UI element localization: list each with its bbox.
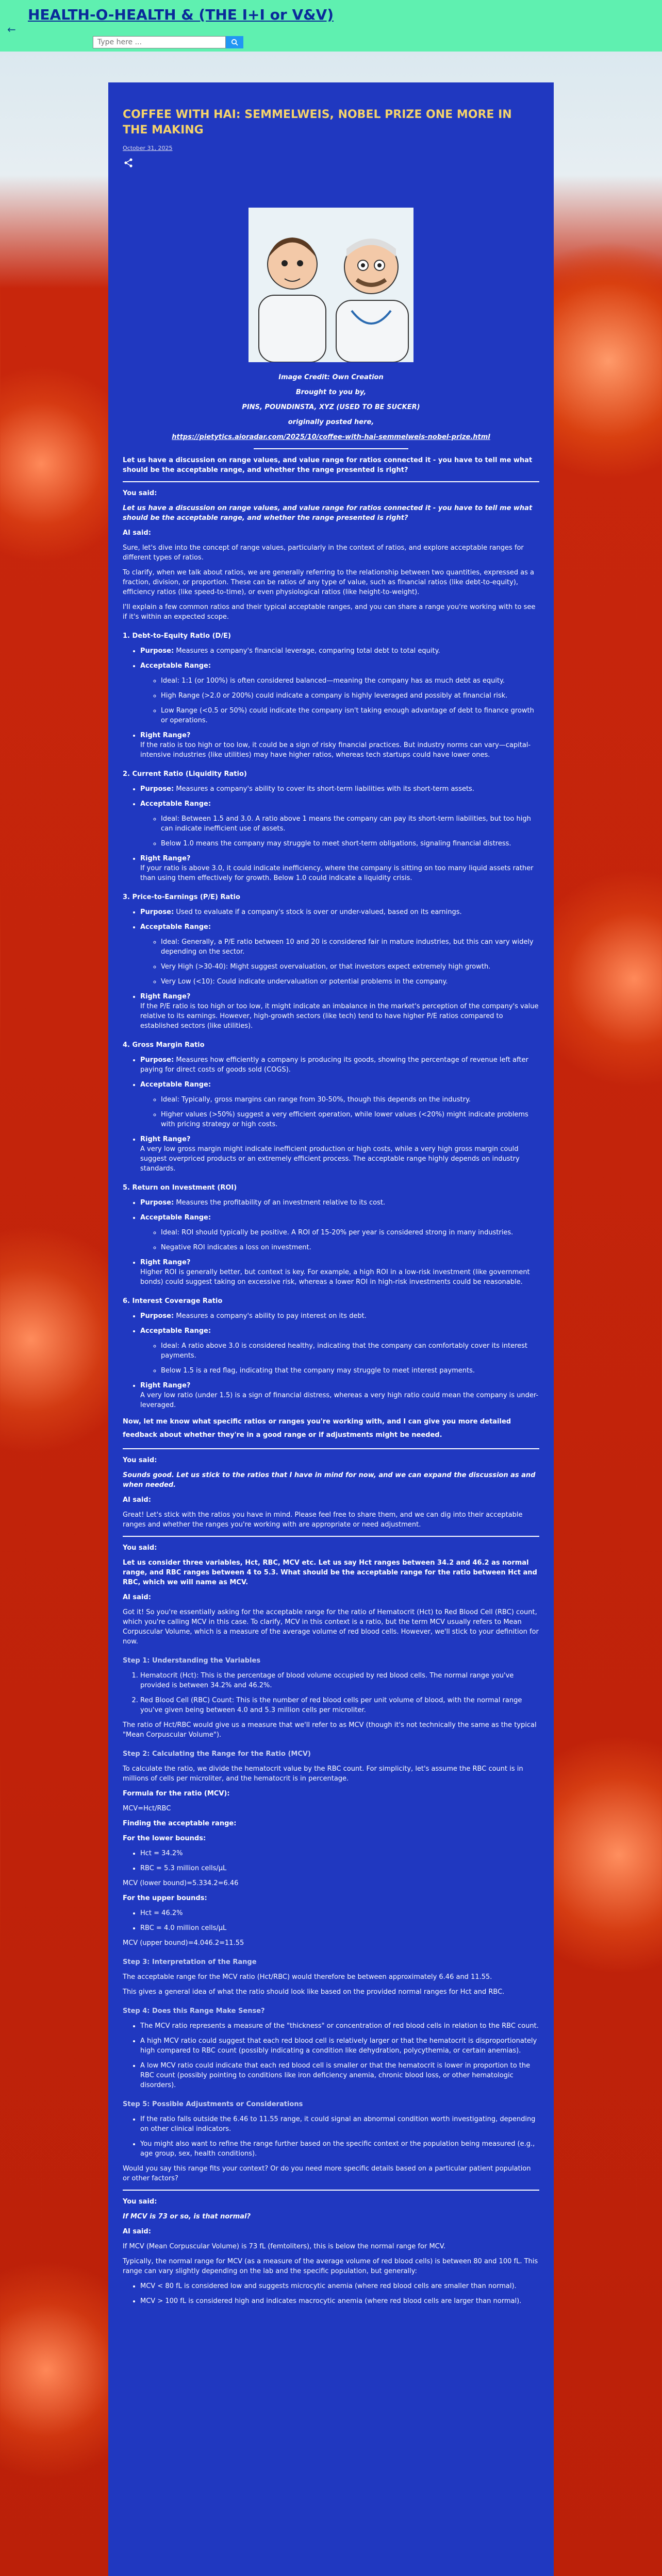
right-range-label: Right Range? (140, 855, 191, 862)
post-title: COFFEE WITH HAI: SEMMELWEIS, NOBEL PRIZE ONE MORE IN THE MAKING (123, 108, 512, 137)
purpose-item (140, 907, 539, 917)
acceptable-range-label: Acceptable Range: (140, 923, 211, 931)
answer-paragraph: To calculate the ratio, we divide the hematocrit value by the RBC count. For simplicity, let's assume the RBC count is in millions of cells per microliter, and the hematocrit is in percentage. (123, 1765, 523, 1783)
purpose-item (140, 1198, 539, 1208)
right-range-item (140, 992, 539, 1031)
image-credit: Image Credit: Own Creation (278, 374, 384, 381)
ratio-section (123, 892, 539, 1031)
ratio-sections (123, 631, 539, 1410)
range-item: ◦ Ideal: 1:1 (or 100%) is often considered balanced—meaning the company has as much debt as equity. (161, 676, 539, 686)
step-heading: Step 1: Understanding the Variables (123, 1657, 261, 1665)
finding-label: Finding the acceptable range: (123, 1820, 237, 1827)
answer-paragraph: If MCV (Mean Corpuscular Volume) is 73 fL (femtoliters), this is below the normal range for MCV. (123, 2243, 446, 2250)
purpose-item (140, 784, 539, 794)
lower-result: MCV (lower bound)=5.334.2=6.46 (123, 1879, 239, 1887)
right-range-item (140, 1381, 539, 1410)
ratio-section (123, 631, 539, 760)
acceptable-range-label: Acceptable Range: (140, 1214, 211, 1222)
you-said-label: You said: (123, 1544, 157, 1552)
formula-label: Formula for the ratio (MCV): (123, 1790, 230, 1798)
share-icon[interactable] (123, 157, 134, 168)
list-item: • Hct = 34.2% (140, 1849, 539, 1858)
lower-bounds-label: For the lower bounds: (123, 1835, 206, 1842)
right-range-label: Right Range? (140, 1259, 191, 1266)
range-item: ◦ Below 1.0 means the company may struggle to meet short-term obligations, signaling financial distress. (161, 839, 539, 849)
acceptable-range-item (140, 1213, 539, 1252)
search-icon (231, 39, 238, 46)
search-form (93, 36, 243, 48)
question-4: If MCV is 73 or so, is that normal? (123, 2213, 251, 2221)
purpose-label: Purpose: (140, 1056, 174, 1064)
ai-said-label: AI said: (123, 1594, 151, 1601)
search-input[interactable] (93, 36, 226, 48)
list-item: • You might also want to refine the range further based on the specific context or the population being measured (e.g., age group, sex, health conditions). (140, 2139, 539, 2159)
range-item: ◦ Below 1.5 is a red flag, indicating that the company may struggle to meet interest payments. (161, 1366, 539, 1376)
ratio-details (123, 784, 539, 883)
brought-by: Brought to you by, (295, 388, 367, 396)
step1-list (123, 1671, 539, 1715)
purpose-text: Measures a company's financial leverage, comparing total debt to total equity. (176, 647, 440, 655)
right-range-label: Right Range? (140, 1382, 191, 1389)
lower-bounds-list (123, 1849, 539, 1873)
list-item: • MCV > 100 fL is considered high and indicates macrocytic anemia (where red blood cells are larger than normal). (140, 2296, 539, 2306)
right-range-text: A very low gross margin might indicate inefficient production or high costs, while a very high gross margin could suggest overpriced products or an extremely efficient process. The acceptable range highly depends on industry standards. (140, 1145, 520, 1173)
right-range-text: If the ratio is too high or too low, it could be a sign of risky financial practices. But industry norms can vary—capital-intensive industries (like utilities) may have higher ratios, whereas tech startups could have lower ones. (140, 741, 531, 759)
list-item: • The MCV ratio represents a measure of the "thickness" or concentration of red blood cells in relation to the RBC count. (140, 2021, 539, 2031)
purpose-item (140, 646, 539, 656)
list-item: • A high MCV ratio could suggest that each red blood cell is relatively larger or that the hematocrit is disproportionately high compared to RBC count (possibly indicating a condition like dehydration, polycythemia, or certain anemias). (140, 2036, 539, 2056)
purpose-label: Purpose: (140, 1199, 174, 1207)
purpose-text: Measures the profitability of an investment relative to its cost. (176, 1199, 386, 1207)
answer-closing: Now, let me know what specific ratios or ranges you're working with, and I can give you more detailed feedback about whether they're in a good range or if adjustments might be needed. (123, 1418, 511, 1439)
original-post-link[interactable]: https://pietytics.aioradar.com/2025/10/coffee-with-hai-semmelweis-nobel-prize.html (172, 433, 490, 441)
range-item: ◦ Ideal: Between 1.5 and 3.0. A ratio above 1 means the company can pay its short-term liabilities, but too high can indicate inefficient use of assets. (161, 814, 539, 834)
acceptable-range-item (140, 799, 539, 849)
authors: PINS, POUNDINSTA, XYZ (USED TO BE SUCKER) (242, 403, 420, 411)
ratio-section (123, 769, 539, 883)
right-range-text: A very low ratio (under 1.5) is a sign of financial distress, whereas a very high ratio could mean the company is under-leveraged. (140, 1392, 539, 1409)
answer-paragraph: This gives a general idea of what the ratio should look like based on the provided normal ranges for Hct and RBC. (123, 1988, 505, 1996)
list-item: • RBC = 5.3 million cells/μL (140, 1863, 539, 1873)
right-range-item (140, 1258, 539, 1287)
answer-paragraph: Sure, let's dive into the concept of range values, particularly in the context of ratios, and explore acceptable ranges for different types of ratios. (123, 544, 524, 562)
acceptable-range-label: Acceptable Range: (140, 800, 211, 808)
list-item: • A low MCV ratio could indicate that each red blood cell is smaller or that the hematocrit is lower in proportion to the RBC count (possibly pointing to conditions like iron deficiency anemia, chronic blood loss, or other hematologic disorders). (140, 2061, 539, 2090)
doctors-illustration (249, 208, 413, 362)
ratio-details (123, 646, 539, 760)
step-heading: Step 5: Possible Adjustments or Considerations (123, 2100, 303, 2108)
purpose-label: Purpose: (140, 785, 174, 793)
you-said-label: You said: (123, 489, 157, 497)
step-heading: Step 2: Calculating the Range for the Ratio (MCV) (123, 1750, 311, 1758)
originally-posted: originally posted here, (288, 418, 374, 426)
upper-bounds-list (123, 1908, 539, 1933)
answer-paragraph: To clarify, when we talk about ratios, we are generally referring to the relationship between two quantities, expressed as a fraction, division, or proportion. These can be ratios of any type of value, such as financial ratios (like debt-to-equity), efficiency ratios (like speed-to-time), or even physiological ratios (like height-to-weight). (123, 569, 534, 596)
range-item: ◦ Ideal: Typically, gross margins can range from 30-50%, though this depends on the industry. (161, 1095, 539, 1105)
ratio-heading: 4. Gross Margin Ratio (123, 1041, 205, 1049)
post-card (108, 82, 554, 2576)
ratio-heading: 2. Current Ratio (Liquidity Ratio) (123, 770, 247, 778)
range-item: ◦ Very Low (<10): Could indicate undervaluation or potential problems in the company. (161, 977, 539, 987)
purpose-label: Purpose: (140, 1312, 174, 1320)
right-range-item (140, 1134, 539, 1174)
acceptable-range-item (140, 1080, 539, 1129)
formula: MCV=Hct/RBC (123, 1805, 171, 1812)
ai-said-label: AI said: (123, 1496, 151, 1504)
ratio-heading: 5. Return on Investment (ROI) (123, 1184, 237, 1192)
ai-said-label: AI said: (123, 529, 151, 537)
divider (123, 1536, 539, 1537)
question-1-repeat: Let us have a discussion on range values, and value range for ratios connected it - you have to tell me what should be the acceptable range, and whether the range presented is right? (123, 504, 533, 522)
divider (123, 1448, 539, 1449)
range-item: ◦ Very High (>30-40): Might suggest overvaluation, or that investors expect extremely high growth. (161, 962, 539, 972)
divider (123, 2190, 539, 2191)
you-said-label: You said: (123, 2198, 157, 2206)
range-item: ◦ Higher values (>50%) suggest a very efficient operation, while lower values (<20%) might indicate problems with pricing strategy or high costs. (161, 1110, 539, 1129)
upper-bounds-label: For the upper bounds: (123, 1894, 207, 1902)
ratio-heading: 1. Debt-to-Equity Ratio (D/E) (123, 632, 231, 640)
purpose-label: Purpose: (140, 647, 174, 655)
right-range-label: Right Range? (140, 732, 191, 739)
right-range-label: Right Range? (140, 1136, 191, 1143)
purpose-item (140, 1055, 539, 1075)
right-range-item (140, 731, 539, 760)
search-button[interactable] (226, 36, 243, 48)
ratio-details (123, 1198, 539, 1287)
ratio-section (123, 1040, 539, 1174)
question-3: Let us consider three variables, Hct, RBC, MCV etc. Let us say Hct ranges between 34.2 and 46.2 as normal range, and RBC ranges between 4 to 5.3. What should be the acceptable range for the ratio between Hct and RBC, which we will name as MCV. (123, 1559, 537, 1586)
ratio-heading: 6. Interest Coverage Ratio (123, 1297, 223, 1305)
ratio-heading: 3. Price-to-Earnings (P/E) Ratio (123, 893, 240, 901)
acceptable-range-label: Acceptable Range: (140, 1327, 211, 1335)
acceptable-range-label: Acceptable Range: (140, 1081, 211, 1089)
acceptable-range-label: Acceptable Range: (140, 662, 211, 670)
purpose-text: Used to evaluate if a company's stock is over or under-valued, based on its earnings. (176, 908, 462, 916)
divider (254, 448, 408, 449)
you-said-label: You said: (123, 1456, 157, 1464)
answer-paragraph: Would you say this range fits your context? Or do you need more specific details based on a particular patient population or other factors? (123, 2165, 531, 2182)
right-range-text: If the P/E ratio is too high or too low, it might indicate an imbalance in the market's perception of the company's value relative to its earnings. However, high-growth sectors (like tech) tend to have higher P/E ratios compared to established sectors (like utilities). (140, 1003, 539, 1030)
answer-paragraph: The acceptable range for the MCV ratio (Hct/RBC) would therefore be between approximately 6.46 and 11.55. (123, 1973, 492, 1981)
answer-paragraph: Got it! So you're essentially asking for the acceptable range for the ratio of Hematocrit (Hct) to Red Blood Cell (RBC) count, which you're calling MCV in this case. To clarify, MCV in this context is a ratio, but the term MCV usually refers to Mean Corpuscular Volume, which is a measure of the average volume of red blood cells. However, we'll stick to your definition for now. (123, 1608, 539, 1646)
list-item: • Hct = 46.2% (140, 1908, 539, 1918)
ratio-details (123, 1055, 539, 1174)
right-range-text: Higher ROI is generally better, but context is key. For example, a high ROI in a low-risk investment (like government bonds) could suggest taking on excessive risk, whereas a lower ROI in high-risk investments could be reasonable. (140, 1268, 530, 1286)
list-item: 2. Red Blood Cell (RBC) Count: This is the number of red blood cells per unit volume of blood, with the normal range you've given being between 4.0 and 5.3 million cells per microliter. (140, 1696, 539, 1715)
range-item: ◦ Low Range (<0.5 or 50%) could indicate the company isn't taking enough advantage of debt to finance growth or operations. (161, 706, 539, 725)
question-1: Let us have a discussion on range values, and value range for ratios connected it - you have to tell me what should be the acceptable range, and whether the range presented is right? (123, 456, 533, 474)
divider (123, 481, 539, 482)
right-range-label: Right Range? (140, 993, 191, 1001)
answer-paragraph: The ratio of Hct/RBC would give us a measure that we'll refer to as MCV (though it's not technically the same as the typical "Mean Corpuscular Volume"). (123, 1721, 537, 1739)
step4-list (123, 2021, 539, 2090)
back-arrow-icon[interactable]: ← (7, 23, 16, 36)
question-2: Sounds good. Let us stick to the ratios that I have in mind for now, and we can expand the discussion as and when needed. (123, 1471, 536, 1489)
step-heading: Step 3: Interpretation of the Range (123, 1958, 257, 1966)
acceptable-range-item (140, 1326, 539, 1376)
step-heading: Step 4: Does this Range Make Sense? (123, 2007, 265, 2015)
list-item: • If the ratio falls outside the 6.46 to 11.55 range, it could signal an abnormal condition worth investigating, depending on other clinical indicators. (140, 2114, 539, 2134)
right-range-text: If your ratio is above 3.0, it could indicate inefficiency, where the company is sitting on too many liquid assets rather than using them effectively for growth. Below 1.0 could indicate a liquidity crisis. (140, 865, 534, 882)
answer-paragraph: Typically, the normal range for MCV (as a measure of the average volume of red blood cells) is between 80 and 100 fL. This range can vary slightly depending on the lab and the specific population, but generally: (123, 2258, 538, 2275)
post-date[interactable]: October 31, 2025 (123, 145, 173, 151)
range-item: ◦ Ideal: ROI should typically be positive. A ROI of 15-20% per year is considered strong in many industries. (161, 1228, 539, 1238)
ratio-section (123, 1183, 539, 1287)
range-item: ◦ High Range (>2.0 or 200%) could indicate a company is highly leveraged and possibly at financial risk. (161, 691, 539, 701)
ratio-details (123, 907, 539, 1031)
step5-list (123, 2114, 539, 2159)
list-item: 1. Hematocrit (Hct): This is the percentage of blood volume occupied by red blood cells. The normal range you've provided is between 34.2% and 46.2%. (140, 1671, 539, 1690)
top-bar (0, 0, 662, 52)
upper-result: MCV (upper bound)=4.046.2=11.55 (123, 1939, 244, 1947)
range-item: ◦ Ideal: Generally, a P/E ratio between 10 and 20 is considered fair in mature industries, but this can vary widely depending on the sector. (161, 937, 539, 957)
acceptable-range-item (140, 922, 539, 987)
purpose-text: Measures a company's ability to pay interest on its debt. (176, 1312, 367, 1320)
list-item: • MCV < 80 fL is considered low and suggests microcytic anemia (where red blood cells are smaller than normal). (140, 2281, 539, 2291)
answer-paragraph: I'll explain a few common ratios and their typical acceptable ranges, and you can share a range you're working with to see if it's within an expected scope. (123, 603, 536, 621)
purpose-text: Measures a company's ability to cover its short-term liabilities with its short-term assets. (176, 785, 474, 793)
site-title-link[interactable]: HEALTH-O-HEALTH & (THE I+I or V&V) (28, 6, 334, 23)
purpose-text: Measures how efficiently a company is producing its goods, showing the percentage of revenue left after paying for direct costs of goods sold (COGS). (140, 1056, 528, 1074)
purpose-label: Purpose: (140, 908, 174, 916)
ratio-section (123, 1296, 539, 1410)
right-range-item (140, 854, 539, 883)
mcv-range-list (123, 2281, 539, 2306)
ratio-details (123, 1311, 539, 1410)
purpose-item (140, 1311, 539, 1321)
range-item: ◦ Ideal: A ratio above 3.0 is considered healthy, indicating that the company can comfortably cover its interest payments. (161, 1341, 539, 1361)
list-item: • RBC = 4.0 million cells/μL (140, 1923, 539, 1933)
acceptable-range-item (140, 661, 539, 725)
answer-paragraph: Great! Let's stick with the ratios you have in mind. Please feel free to share them, and we can dig into their acceptable ranges and whether the ranges you're working with are appropriate or need adjustment. (123, 1511, 523, 1529)
ai-said-label: AI said: (123, 2228, 151, 2235)
range-item: ◦ Negative ROI indicates a loss on investment. (161, 1243, 539, 1252)
